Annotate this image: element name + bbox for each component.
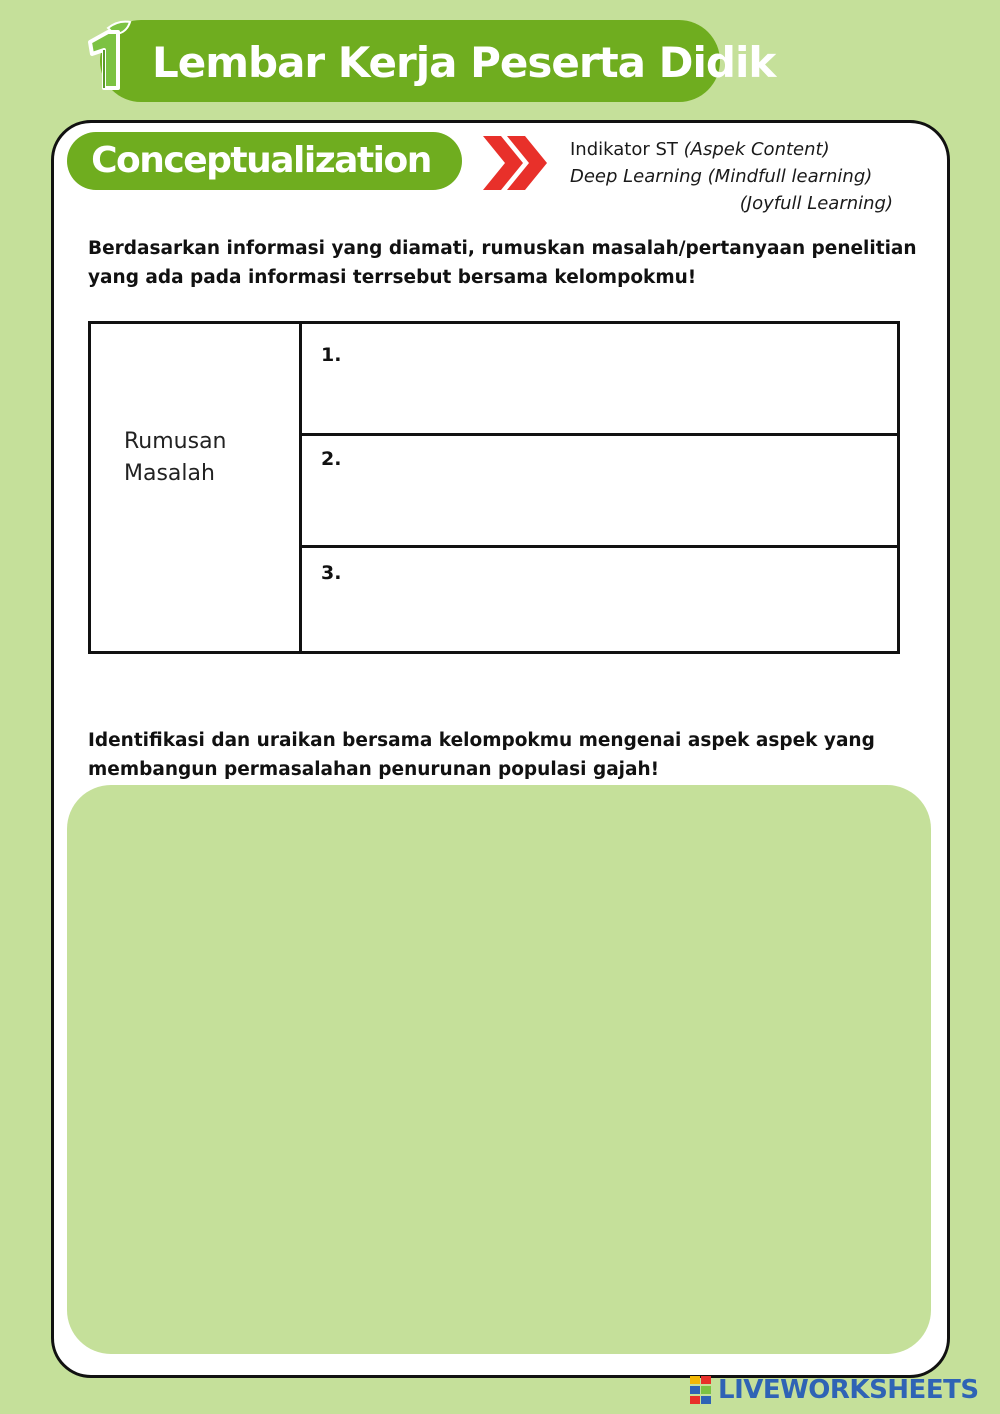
number-one-sprout-icon: [78, 18, 138, 98]
table-label: Rumusan Masalah: [124, 429, 227, 486]
watermark-text: LIVEWORKSHEETS: [718, 1375, 979, 1405]
answer-row-2[interactable]: [302, 436, 900, 548]
indicator-line-1: Indikator ST (Aspek Content): [570, 139, 830, 160]
table-label-cell: [91, 324, 302, 651]
indicator-line-3: (Joyfull Learning): [739, 193, 893, 214]
instruction-formulate-problem: Berdasarkan informasi yang diamati, rumuskan masalah/pertanyaan penelitian yang ada pada informasi terrsebut bersama kelompokmu!: [88, 238, 917, 288]
row-number: 1.: [321, 344, 342, 366]
row-number: 3.: [321, 562, 342, 584]
instruction-identify-aspects: Identifikasi dan uraikan bersama kelompokmu mengenai aspek aspek yang membangun permasalahan penurunan populasi gajah!: [88, 730, 875, 780]
problem-formulation-table: [88, 321, 900, 654]
answer-row-1[interactable]: [302, 324, 900, 436]
answer-area[interactable]: [67, 785, 931, 1354]
section-label: Conceptualization: [91, 140, 431, 181]
row-number: 2.: [321, 448, 342, 470]
double-chevron-right-icon: [483, 134, 551, 192]
answer-row-3[interactable]: [302, 548, 900, 651]
indicator-line-2: Deep Learning (Mindfull learning): [570, 166, 873, 187]
liveworksheets-watermark: [690, 1373, 990, 1407]
indicator-text: [570, 136, 915, 217]
page-title: Lembar Kerja Peserta Didik: [152, 38, 776, 87]
liveworksheets-logo-icon: [690, 1376, 712, 1404]
